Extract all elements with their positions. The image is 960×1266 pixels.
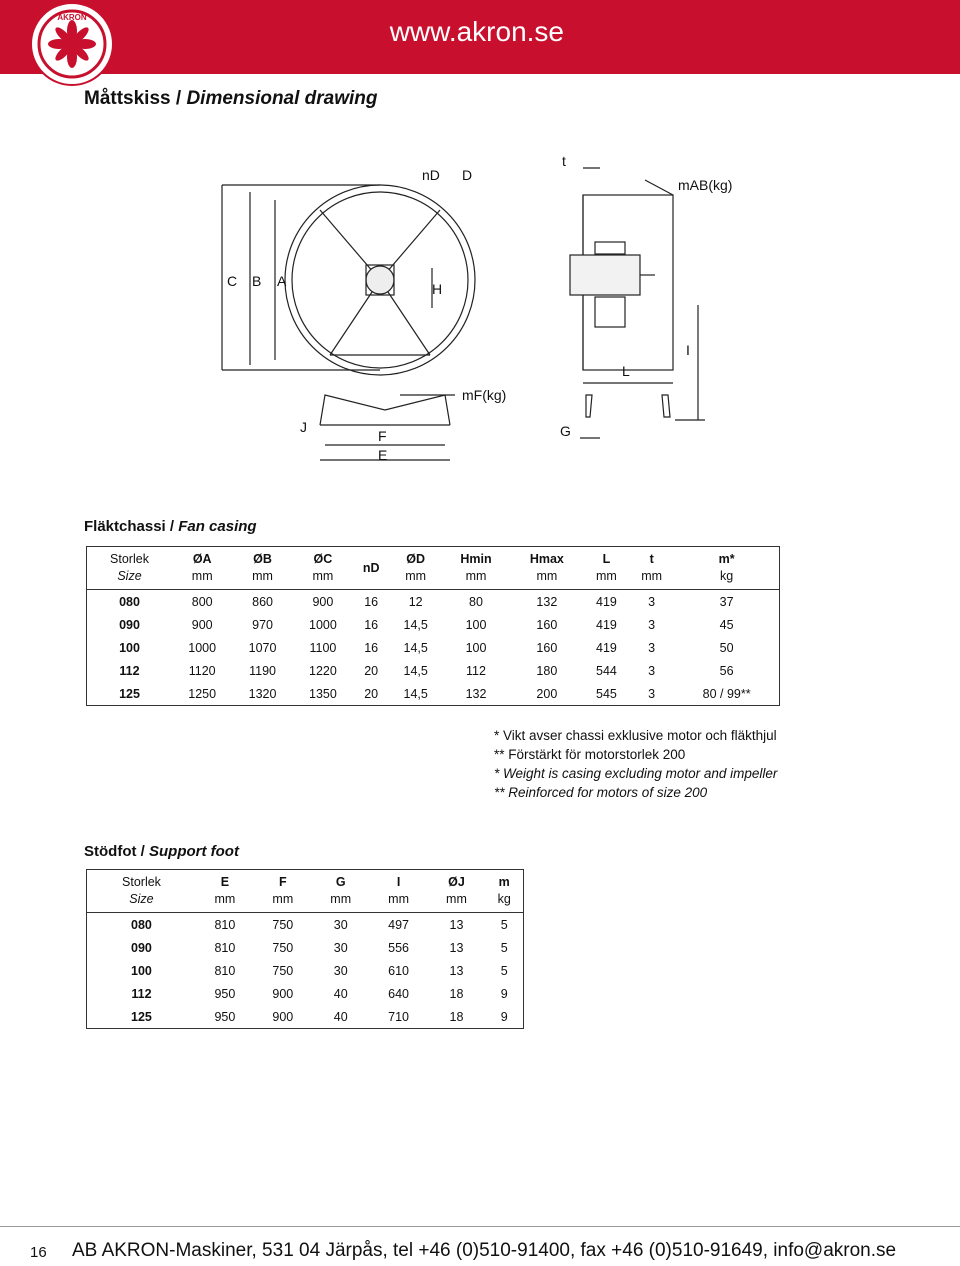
label-E: E xyxy=(378,447,388,463)
casing-cell: 132 xyxy=(536,594,558,609)
foot-cell: 810 xyxy=(214,963,236,978)
label-nD: nD xyxy=(422,167,440,183)
casing-cell: 20 xyxy=(364,686,379,701)
label-H: H xyxy=(432,281,443,297)
site-url[interactable]: www.akron.se xyxy=(389,16,564,47)
foot-cell: 9 xyxy=(500,1009,508,1024)
casing-cell: 3 xyxy=(648,686,656,701)
fan-logo-icon xyxy=(37,9,107,79)
casing-section-title: Fläktchassi / Fan casing xyxy=(84,518,257,535)
casing-cell: 900 xyxy=(312,594,334,609)
casing-cell: 545 xyxy=(596,686,617,701)
casing-header-10: m* kg xyxy=(674,547,779,590)
casing-cell: 3 xyxy=(648,594,656,609)
casing-cell: 200 xyxy=(536,686,558,701)
foot-cell: 40 xyxy=(333,986,348,1001)
casing-cell: 1350 xyxy=(309,686,337,701)
page-title: Måttskiss / Dimensional drawing xyxy=(84,88,378,109)
foot-cell: 125 xyxy=(131,1009,152,1024)
foot-header-4: I mm xyxy=(370,870,428,913)
footer-contact: AB AKRON-Maskiner, 531 04 Järpås, tel +46 (0)510-91400, fax +46 (0)510-91649, info@akron.se xyxy=(72,1240,897,1261)
foot-cell: 556 xyxy=(388,940,410,955)
foot-cell: 9 xyxy=(500,986,508,1001)
foot-cell: 5 xyxy=(500,917,508,932)
casing-cell: 56 xyxy=(719,663,734,678)
casing-row xyxy=(87,590,780,614)
foot-row xyxy=(87,959,524,982)
casing-cell: 12 xyxy=(408,594,423,609)
note-line: * Vikt avser chassi exklusive motor och fläkthjul xyxy=(494,728,777,743)
casing-cell: 3 xyxy=(648,640,656,655)
foot-cell: 900 xyxy=(272,986,294,1001)
casing-cell: 16 xyxy=(364,617,379,632)
casing-cell: 1320 xyxy=(248,686,277,701)
label-C: C xyxy=(227,273,238,289)
casing-row xyxy=(87,636,780,659)
foot-cell: 13 xyxy=(449,940,464,955)
casing-cell: 112 xyxy=(466,663,486,678)
foot-header-6: m kg xyxy=(485,870,523,913)
foot-header-1: E mm xyxy=(196,870,254,913)
foot-cell: 100 xyxy=(131,963,152,978)
casing-cell: 544 xyxy=(596,663,617,678)
foot-row xyxy=(87,936,524,959)
casing-cell: 37 xyxy=(719,594,734,609)
casing-header-4: nD xyxy=(353,547,389,590)
casing-cell: 180 xyxy=(536,663,558,678)
casing-cell: 160 xyxy=(536,640,558,655)
casing-row xyxy=(87,613,780,636)
header-bar xyxy=(0,0,960,74)
foot-cell: 710 xyxy=(388,1009,410,1024)
casing-header-0: Storlek Size xyxy=(87,547,173,590)
foot-header-3: G mm xyxy=(312,870,370,913)
foot-cell: 5 xyxy=(500,963,508,978)
label-I: I xyxy=(686,342,690,358)
casing-cell: 1250 xyxy=(188,686,217,701)
casing-cell: 800 xyxy=(191,594,213,609)
foot-cell: 750 xyxy=(272,917,294,932)
label-D: D xyxy=(462,167,473,183)
foot-cell: 18 xyxy=(449,1009,464,1024)
foot-table xyxy=(86,869,524,1029)
note-line: * Weight is casing excluding motor and impeller xyxy=(494,766,778,781)
label-mAB: mAB(kg) xyxy=(678,177,733,193)
label-F: F xyxy=(378,428,387,444)
label-B: B xyxy=(252,273,262,289)
foot-row xyxy=(87,1005,524,1029)
label-G: G xyxy=(560,423,571,439)
casing-cell: 090 xyxy=(119,617,140,632)
casing-cell: 419 xyxy=(596,640,617,655)
casing-header-8: L mm xyxy=(584,547,629,590)
casing-cell: 20 xyxy=(364,663,379,678)
note-line: ** Förstärkt för motorstorlek 200 xyxy=(494,747,686,762)
casing-cell: 1000 xyxy=(309,617,337,632)
foot-cell: 40 xyxy=(333,1009,348,1024)
foot-cell: 18 xyxy=(449,986,464,1001)
casing-cell: 3 xyxy=(648,663,656,678)
label-t: t xyxy=(562,153,566,169)
foot-cell: 810 xyxy=(214,940,236,955)
dimensional-drawing xyxy=(200,150,760,480)
casing-table xyxy=(86,546,780,706)
casing-header-9: t mm xyxy=(629,547,674,590)
casing-header-2: ØB mm xyxy=(232,547,292,590)
casing-cell: 80 / 99** xyxy=(702,686,751,701)
casing-cell: 1070 xyxy=(248,640,277,655)
casing-cell: 160 xyxy=(536,617,558,632)
foot-row xyxy=(87,913,524,937)
foot-cell: 13 xyxy=(449,963,464,978)
note-line: ** Reinforced for motors of size 200 xyxy=(494,785,708,800)
foot-cell: 080 xyxy=(131,917,152,932)
foot-cell: 610 xyxy=(388,963,410,978)
casing-cell: 16 xyxy=(364,594,379,609)
foot-cell: 5 xyxy=(500,940,508,955)
casing-cell: 1220 xyxy=(309,663,337,678)
label-mF: mF(kg) xyxy=(462,387,507,403)
casing-cell: 1100 xyxy=(309,640,337,655)
casing-cell: 45 xyxy=(719,617,734,632)
casing-cell: 860 xyxy=(252,594,273,609)
foot-cell: 30 xyxy=(333,940,348,955)
foot-header-0: Storlek Size xyxy=(87,870,196,913)
foot-cell: 900 xyxy=(272,1009,294,1024)
foot-cell: 750 xyxy=(272,940,294,955)
foot-cell: 750 xyxy=(272,963,294,978)
casing-cell: 16 xyxy=(364,640,379,655)
casing-cell: 900 xyxy=(191,617,213,632)
casing-cell: 080 xyxy=(119,594,140,609)
foot-section-title: Stödfot / Support foot xyxy=(84,843,239,860)
foot-cell: 30 xyxy=(333,963,348,978)
casing-cell: 14,5 xyxy=(403,617,428,632)
casing-cell: 132 xyxy=(465,686,487,701)
foot-cell: 13 xyxy=(449,917,464,932)
foot-header-2: F mm xyxy=(254,870,312,913)
casing-cell: 14,5 xyxy=(403,686,428,701)
page-number: 16 xyxy=(30,1244,47,1261)
akron-logo xyxy=(30,2,114,86)
foot-row xyxy=(87,982,524,1005)
casing-cell: 14,5 xyxy=(403,663,428,678)
casing-cell: 100 xyxy=(465,640,487,655)
label-J: J xyxy=(300,419,307,435)
foot-cell: 950 xyxy=(214,1009,236,1024)
foot-cell: 950 xyxy=(214,986,236,1001)
casing-cell: 50 xyxy=(719,640,734,655)
casing-cell: 100 xyxy=(119,640,140,655)
casing-cell: 125 xyxy=(119,686,140,701)
casing-row xyxy=(87,659,780,682)
casing-cell: 1120 xyxy=(188,663,216,678)
casing-row xyxy=(87,682,780,706)
foot-cell: 640 xyxy=(388,986,410,1001)
foot-cell: 810 xyxy=(214,917,236,932)
casing-header-3: ØC mm xyxy=(293,547,353,590)
casing-cell: 419 xyxy=(596,594,617,609)
casing-notes xyxy=(494,726,777,802)
label-L: L xyxy=(622,363,630,379)
casing-header-1: ØA mm xyxy=(172,547,232,590)
casing-cell: 14,5 xyxy=(403,640,428,655)
casing-cell: 970 xyxy=(252,617,273,632)
logo-text: AKRON xyxy=(57,13,87,22)
foot-cell: 497 xyxy=(388,917,410,932)
casing-header-6: Hmin mm xyxy=(442,547,510,590)
casing-cell: 80 xyxy=(469,594,483,609)
casing-cell: 1190 xyxy=(249,663,276,678)
foot-cell: 30 xyxy=(333,917,348,932)
casing-cell: 112 xyxy=(119,663,140,678)
casing-cell: 1000 xyxy=(188,640,217,655)
label-A: A xyxy=(277,273,287,289)
foot-cell: 090 xyxy=(131,940,152,955)
foot-cell: 112 xyxy=(131,986,152,1001)
casing-cell: 100 xyxy=(465,617,487,632)
casing-cell: 3 xyxy=(648,617,656,632)
casing-cell: 419 xyxy=(596,617,617,632)
casing-header-5: ØD mm xyxy=(389,547,442,590)
casing-header-7: Hmax mm xyxy=(510,547,584,590)
foot-header-5: ØJ mm xyxy=(428,870,486,913)
